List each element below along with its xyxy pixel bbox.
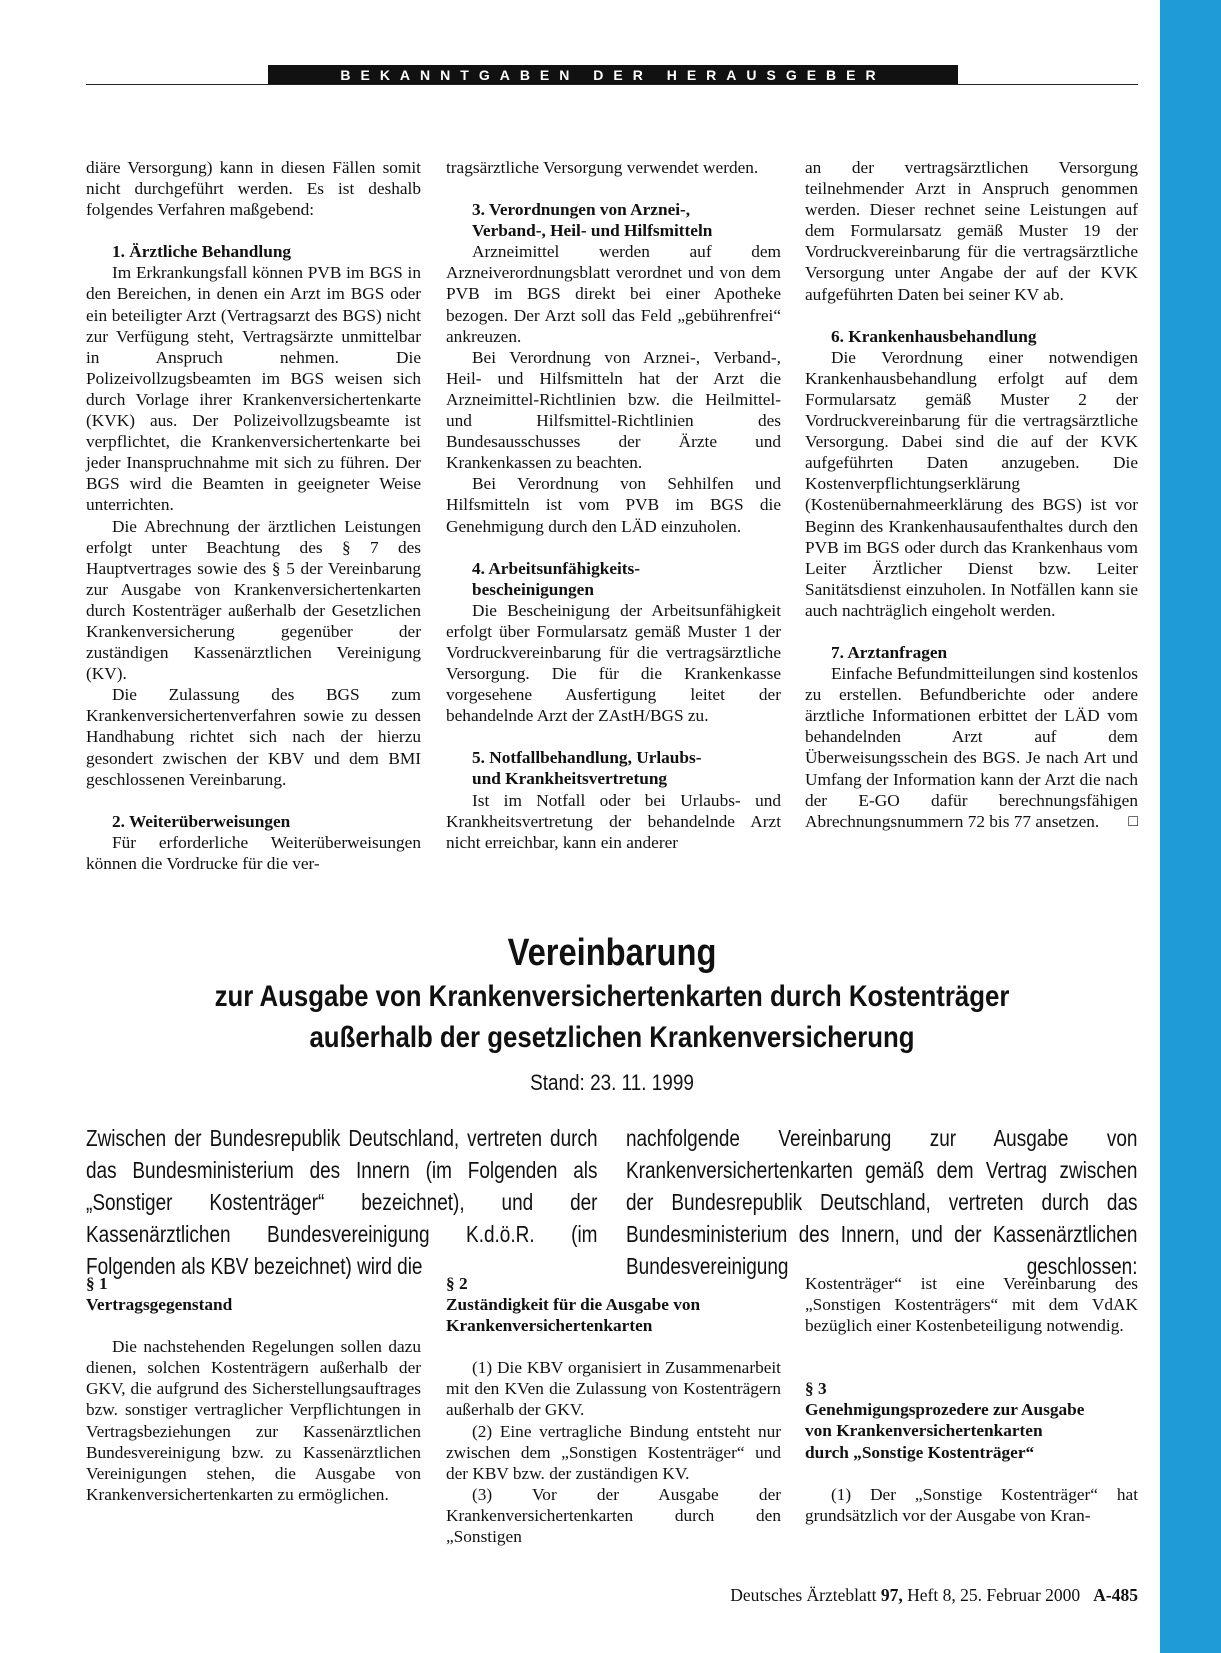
paragraph: (1) Die KBV organisiert in Zusammenarbeit mit den KVen die Zulassung von Kostenträgern außerhalb der GKV. (446, 1358, 781, 1420)
paragraph: Die Zulassung des BGS zum Krankenversichertenverfahren sowie zu dessen Handhabung richtet sich nach der hierzu gesondert zwischen der KBV und dem BMI geschlossenen Vereinbarung. (86, 685, 421, 789)
paragraph: Bei Verordnung von Sehhilfen und Hilfsmitteln ist vom PVB im BGS die Genehmigung durch den LÄD einzuholen. (446, 474, 781, 536)
journal-name: Deutsches Ärzteblatt (730, 1585, 877, 1605)
agreement-title: Vereinbarung (507, 932, 717, 974)
page-number: A-485 (1093, 1585, 1138, 1605)
paragraph: Die nachstehenden Regelungen sollen dazu dienen, solchen Kostenträgern außerhalb der GKV, die aufgrund des Sicherstellungsauftrages bzw. sonstiger vertraglicher Verpflichtungen in Vertragsbeziehungen zur Kassenärztlichen Bundesvereinigung bzw. zu Kassenärztlichen Vereinigungen stehen, die Ausgabe von Krankenversichertenkarten zu ermöglichen. (86, 1337, 421, 1504)
article-column-1 (86, 157, 421, 874)
agreement-column-2 (446, 1273, 781, 1547)
section-heading: und Krankheitsvertretung (472, 769, 668, 789)
header-rule (86, 84, 1138, 85)
paragraph: Kostenträger“ ist eine Vereinbarung des „Sonstigen Kostenträgers“ mit dem VdAK bezüglich einer Kostenbeteiligung notwendig. (805, 1274, 1138, 1336)
side-color-bar (1160, 0, 1221, 1653)
paragraph: Die Abrechnung der ärztlichen Leistungen erfolgt unter Beachtung des § 7 des Hauptvertrages sowie des § 5 der Vereinbarung zur Ausgabe von Krankenversichertenkarten durch Kostenträger außerhalb der Gesetzlichen Krankenversicherung gegenüber der zuständigen Kassenärztlichen Vereinigung (KV). (86, 516, 421, 684)
paragraph-title: durch „Sonstige Kostenträger“ (805, 1442, 1035, 1462)
end-of-article-mark: □ (1128, 812, 1138, 830)
section-heading: 6. Krankenhausbehandlung (831, 326, 1037, 346)
journal-issue: Heft 8, 25. Februar 2000 (907, 1585, 1081, 1605)
paragraph (805, 663, 1138, 832)
agreement-subtitle-line-2: außerhalb der gesetzlichen Krankenversicherung (309, 1021, 915, 1054)
paragraph: Für erforderliche Weiterüberweisungen können die Vordrucke für die ver- (86, 832, 421, 873)
paragraph: (3) Vor der Ausgabe der Krankenversichertenkarten durch den „Sonstigen (446, 1484, 781, 1547)
agreement-column-3 (805, 1273, 1138, 1526)
section-header-band: BEKANNTGABEN DER HERAUSGEBER (268, 65, 958, 85)
paragraph-text: Einfache Befundmitteilungen sind kostenlos zu erstellen. Befundberichte oder andere ärztliche Informationen erbittet der LÄD vom behandelnden Arzt auf dem Überweisungsschein des BGS. Je nach Art und Umfang der Information kann der Arzt die nach der E-GO dafür berechnungsfähigen Abrechnungsnummern 72 bis 77 ansetzen. (805, 664, 1138, 831)
preamble-right: nachfolgende Vereinbarung zur Ausgabe von Krankenversichertenkarten gemäß dem Vertrag zwischen der Bundesrepublik Deutschland, vertreten durch das Bundesministerium des Innern, und der Kassenärztlichen Bundesvereinigung geschlossen: (626, 1125, 1138, 1279)
paragraph-number: § 3 (805, 1379, 827, 1399)
paragraph: Ist im Notfall oder bei Urlaubs- und Krankheitsvertretung der behandelnde Arzt nicht erreichbar, kann ein anderer (446, 790, 781, 852)
paragraph: tragsärztliche Versorgung verwendet werden. (446, 158, 759, 177)
paragraph: Die Verordnung einer notwendigen Krankenhausbehandlung erfolgt auf dem Formularsatz gemäß Muster 2 der Vordruckvereinbarung für die vertragsärztliche Versorgung. Dabei sind die auf der KVK aufgeführten Daten anzugeben. Die Kostenverpflichtungserklärung (Kostenübernahmeerklärung des BGS) ist vor Beginn des Krankenhausaufenthaltes durch den PVB im BGS oder durch das Krankenhaus vom Leiter Ärztlicher Dienst bzw. Leiter Sanitätsdienst einzuholen. In Notfällen kann sie auch nachträglich eingeholt werden. (805, 347, 1138, 620)
paragraph-title: Genehmigungsprozedere zur Ausgabe (805, 1400, 1085, 1420)
paragraph: an der vertragsärztlichen Versorgung teilnehmender Arzt in Anspruch genommen werden. Dieser rechnet seine Leistungen auf dem Formularsatz gemäß Muster 19 der Vordruckvereinbarung für die vertragsärztliche Versorgung unter Angabe der auf der KVK aufgeführten Daten bei seiner KV ab. (805, 158, 1138, 304)
page-footer (600, 1584, 1138, 1606)
section-heading: 5. Notfallbehandlung, Urlaubs- (472, 748, 702, 768)
section-heading: 1. Ärztliche Behandlung (112, 242, 292, 262)
paragraph: Arzneimittel werden auf dem Arzneiverordnungsblatt verordnet und von dem PVB im BGS direkt bei einer Apotheke bezogen. Der Arzt soll das Feld „gebührenfrei“ ankreuzen. (446, 242, 781, 346)
section-heading: Verband-, Heil- und Hilfsmitteln (472, 221, 713, 241)
agreement-date: Stand: 23. 11. 1999 (530, 1070, 694, 1095)
paragraph-title: von Krankenversichertenkarten (805, 1421, 1043, 1441)
preamble-left: Zwischen der Bundesrepublik Deutschland, vertreten durch das Bundesministerium des Innern (im Folgenden als „Sonstiger Kostenträger“ bezeichnet), und der Kassenärztlichen Bundesvereinigung K.d.ö.R. (im Folgenden als KBV bezeichnet) wird die (86, 1125, 598, 1279)
section-heading: 2. Weiterüberweisungen (112, 811, 291, 831)
paragraph-title: Zuständigkeit für die Ausgabe von (446, 1295, 701, 1315)
paragraph: (1) Der „Sonstige Kostenträger“ hat grundsätzlich vor der Ausgabe von Kran- (805, 1484, 1138, 1525)
paragraph-number: § 1 (86, 1274, 108, 1293)
section-heading: 7. Arztanfragen (831, 642, 948, 662)
paragraph: diäre Versorgung) kann in diesen Fällen somit nicht durchgeführt werden. Es ist deshalb folgendes Verfahren maßgebend: (86, 158, 421, 220)
paragraph-title: Vertragsgegenstand (86, 1295, 233, 1315)
agreement-subtitle (137, 976, 1086, 1058)
paragraph-number: § 2 (446, 1274, 468, 1293)
paragraph: Bei Verordnung von Arznei-, Verband-, Heil- und Hilfsmitteln hat der Arzt die Arzneimittel-Richtlinien bzw. die Heilmittel- und Hilfsmittel-Richtlinien des Bundesausschusses der Ärzte und Krankenkassen zu beachten. (446, 347, 781, 473)
article-column-2 (446, 157, 781, 853)
paragraph: Im Erkrankungsfall können PVB im BGS in den Bereichen, in denen ein Arzt im BGS oder ein beteiligter Arzt (Vertragsarzt des BGS) nicht zur Verfügung steht, Vertragsärzte unmittelbar in Anspruch nehmen. Die Polizeivollzugsbeamten im BGS weisen sich durch Vorlage ihrer Krankenversichertenkarte (KVK) aus. Der Polizeivollzugsbeamte ist verpflichtet, die Krankenversichertenkarte bei jeder Inanspruchnahme mit sich zu führen. Der BGS wird die Beamten in geeigneter Weise unterrichten. (86, 263, 421, 515)
section-heading: bescheinigungen (472, 579, 594, 599)
agreement-column-1 (86, 1273, 421, 1505)
journal-volume: 97, (880, 1585, 903, 1605)
agreement-subtitle-line-1: zur Ausgabe von Krankenversichertenkarten durch Kostenträger (214, 980, 1010, 1013)
paragraph: (2) Eine vertragliche Bindung entsteht nur zwischen dem „Sonstigen Kostenträger“ und der KBV bzw. der zuständigen KV. (446, 1421, 781, 1483)
section-heading: 4. Arbeitsunfähigkeits- (472, 558, 641, 578)
paragraph: Die Bescheinigung der Arbeitsunfähigkeit erfolgt über Formularsatz gemäß Muster 1 der Vordruckvereinbarung für die vertragsärztliche Versorgung. Die für die Krankenkasse vorgesehene Ausfertigung leitet der behandelnde Arzt der ZAstH/BGS zu. (446, 600, 781, 726)
paragraph-title: Krankenversichertenkarten (446, 1316, 653, 1336)
article-column-3 (805, 157, 1138, 832)
section-heading: 3. Verordnungen von Arznei-, (472, 200, 691, 220)
